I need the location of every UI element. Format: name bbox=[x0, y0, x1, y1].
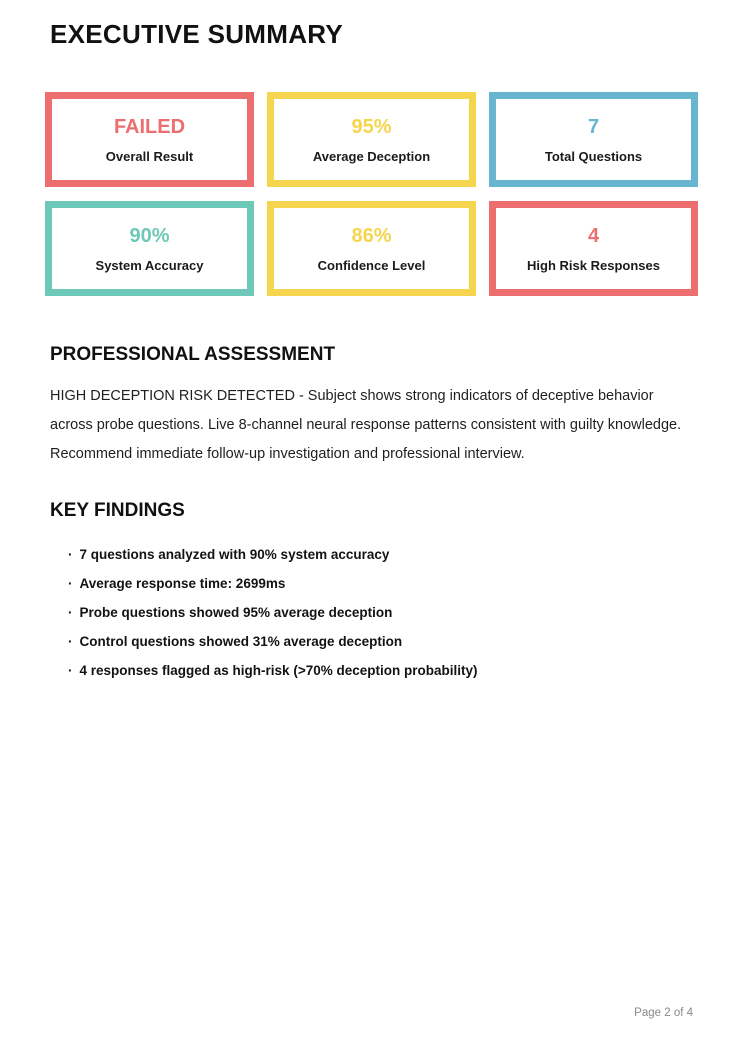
metric-card-total-questions bbox=[489, 92, 698, 187]
bullet-dot: · bbox=[68, 663, 73, 678]
metric-label: High Risk Responses bbox=[527, 257, 660, 273]
page-title: EXECUTIVE SUMMARY bbox=[50, 19, 344, 49]
key-finding-item bbox=[50, 598, 693, 627]
key-findings-heading: KEY FINDINGS bbox=[50, 500, 185, 521]
page-number: Page 2 of 4 bbox=[634, 1007, 693, 1019]
key-finding-item bbox=[50, 569, 693, 598]
key-finding-text: 4 responses flagged as high-risk (>70% deception probability) bbox=[79, 663, 478, 678]
metric-value: 7 bbox=[587, 115, 600, 138]
metric-label: Average Deception bbox=[312, 148, 431, 164]
key-finding-text: Average response time: 2699ms bbox=[79, 576, 286, 591]
bullet-dot: · bbox=[68, 547, 73, 562]
professional-assessment-heading: PROFESSIONAL ASSESSMENT bbox=[50, 344, 336, 365]
metric-label: Confidence Level bbox=[317, 257, 426, 273]
bullet-dot: · bbox=[68, 605, 73, 620]
metric-value: 95% bbox=[351, 115, 392, 138]
metric-card-overall-result bbox=[45, 92, 254, 187]
metric-label: Total Questions bbox=[544, 148, 643, 164]
key-finding-item bbox=[50, 627, 693, 656]
professional-assessment-body: HIGH DECEPTION RISK DETECTED - Subject shows strong indicators of deceptive behavior across probe questions. Live 8-channel neural response patterns consistent with guilty knowledge. Recommend immediate follow-up investigation and professional interview. bbox=[50, 388, 682, 462]
bullet-dot: · bbox=[68, 634, 73, 649]
summary-metric-grid bbox=[45, 92, 698, 296]
metric-card-average-deception bbox=[267, 92, 476, 187]
metric-card-confidence-level bbox=[267, 201, 476, 296]
key-finding-text: 7 questions analyzed with 90% system accuracy bbox=[79, 547, 390, 562]
metric-value: 86% bbox=[351, 224, 392, 247]
metric-card-high-risk-responses bbox=[489, 201, 698, 296]
metric-card-system-accuracy bbox=[45, 201, 254, 296]
metric-value: 90% bbox=[129, 224, 170, 247]
key-findings-list bbox=[50, 540, 693, 685]
key-finding-item bbox=[50, 656, 693, 685]
bullet-dot: · bbox=[68, 576, 73, 591]
metric-value: 4 bbox=[587, 224, 600, 247]
key-finding-item bbox=[50, 540, 693, 569]
metric-label: Overall Result bbox=[105, 148, 194, 164]
metric-value: FAILED bbox=[113, 115, 186, 138]
key-finding-text: Control questions showed 31% average deception bbox=[79, 634, 403, 649]
metric-label: System Accuracy bbox=[95, 257, 204, 273]
key-finding-text: Probe questions showed 95% average deception bbox=[79, 605, 393, 620]
